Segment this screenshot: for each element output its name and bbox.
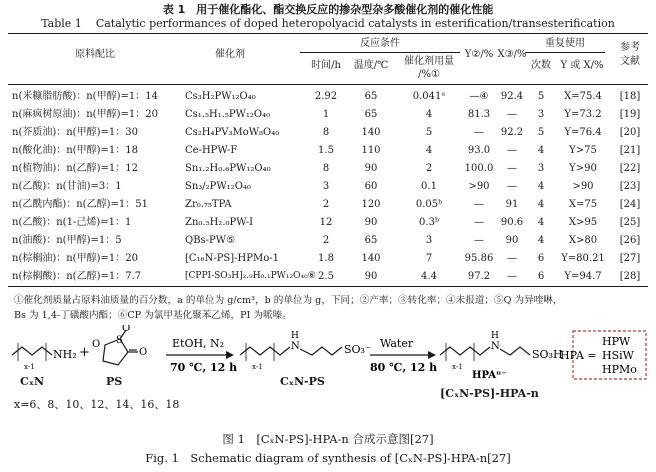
cell-x: — (507, 253, 517, 264)
cell-y: 81.3 (467, 109, 491, 120)
cell-time: 2 (322, 235, 330, 246)
table-row (0, 233, 656, 248)
cell-temp: 110 (361, 145, 381, 156)
table-caption-en: Catalytic performances of doped heteropolyacid catalysts in esterification/transesterification (95, 17, 615, 30)
cell-ratio: n(酸化油)：n(甲醇)=1：18 (12, 145, 138, 156)
cell-times: 4 (537, 217, 545, 228)
product-h: H (491, 331, 499, 341)
cell-time: 2.92 (314, 91, 338, 102)
cell-temp: 65 (364, 235, 378, 246)
step2-reagents: Water (380, 337, 414, 350)
table-row (0, 143, 656, 158)
cell-y: 95.86 (464, 253, 494, 264)
cell-x: — (507, 271, 517, 282)
table-row (0, 125, 656, 140)
label-cxn: CₓN (20, 375, 45, 388)
cell-dosage: 7 (425, 253, 433, 264)
x-values: x=6、8、10、12、14、16、18 (14, 398, 180, 411)
cell-dosage: 5 (425, 127, 433, 138)
cell-ref: [19] (619, 109, 641, 120)
header-bottom-rule (8, 84, 648, 85)
cell-y: —④ (469, 91, 489, 102)
cell-ratio: n(棕榈酸)：n(乙醇)=1：7.7 (12, 271, 142, 282)
cell-dosage: 4.4 (421, 271, 437, 282)
cell-yx: Y=73.2 (564, 109, 602, 120)
cell-ratio: n(油酸)：n(甲醇)=1：5 (12, 235, 122, 246)
table-row (0, 179, 656, 194)
header-ref-1: 参考 (620, 42, 640, 53)
sultone-o-ring: O (92, 339, 101, 350)
table-top-rule (8, 33, 648, 34)
conditions-underline (300, 52, 460, 53)
cell-y: 100.0 (464, 163, 494, 174)
cell-x: 90 (505, 235, 519, 246)
cell-yx: X>80 (568, 235, 598, 246)
cell-catalyst: [CPPI-SO₃H]₂.₉H₀.₁PW₁₂O₄₀⑥ (185, 271, 316, 281)
cell-dosage: 4 (425, 145, 433, 156)
header-catalyst: 催化剂 (215, 49, 245, 60)
cell-dosage: 3 (425, 235, 433, 246)
header-yield: Y②/% (464, 49, 494, 60)
footnote-line-2: Bs 为 1,4-丁磺酸内酯；⑥CP 为氯甲基化聚苯乙烯，PI 为哌嗪。 (14, 310, 292, 321)
label-ps: PS (106, 375, 123, 388)
cell-times: 4 (537, 181, 545, 192)
cell-x: 92.2 (500, 127, 524, 138)
cell-ref: [25] (619, 217, 641, 228)
cell-yx: X=75.4 (564, 91, 602, 102)
cell-times: 4 (537, 235, 545, 246)
cell-times: 3 (537, 163, 545, 174)
cell-yx: Y=80.21 (561, 253, 605, 264)
cell-ratio: n(乙酸)：n(1-己烯)=1：1 (12, 217, 132, 228)
cell-y: 97.2 (467, 271, 491, 282)
step2-conditions: 80 ℃, 12 h (370, 361, 438, 374)
sultone-o-right: O (139, 347, 148, 358)
cell-time: 8 (322, 127, 330, 138)
hpa-option-3: HPMo (602, 363, 637, 376)
label-product: [CₓN-PS]-HPA-n (440, 387, 539, 400)
cell-time: 3 (322, 181, 330, 192)
cell-dosage: 0.1 (421, 181, 437, 192)
cell-yx: X>95 (568, 217, 598, 228)
cell-ref: [20] (619, 127, 641, 138)
cell-ratio: n(乙酰内酯)：n(乙醇)=1：51 (12, 199, 148, 210)
step1-arrowhead (226, 351, 234, 359)
reuse-underline (525, 52, 605, 53)
product-hpa-anion: HPAⁿ⁻ (472, 370, 507, 381)
hpa-option-1: HPW (602, 335, 631, 348)
table-row (0, 89, 656, 104)
step1-conditions: 70 ℃, 12 h (170, 361, 238, 374)
cell-times: 3 (537, 109, 545, 120)
header-ratio: 原料配比 (75, 49, 115, 60)
product-so3h: SO₃H (532, 348, 563, 361)
step1-reagents: EtOH, N₂ (172, 337, 225, 350)
cell-y: >90 (468, 181, 490, 192)
cell-ref: [27] (619, 253, 641, 264)
plus-sign: + (79, 345, 90, 360)
table-title-en (0, 17, 656, 30)
header-conversion: X③/% (497, 49, 527, 60)
figure-caption-en: Fig. 1 Schematic diagram of synthesis of [CₓN-PS]-HPA-n[27] (145, 451, 511, 465)
table-row (0, 251, 656, 266)
header-time: 时间/h (311, 60, 341, 71)
cell-ratio: n(植物油)：n(乙醇)=1：12 (12, 163, 138, 174)
cell-y: — (474, 199, 484, 210)
header-y-or-x: Y 或 X/% (560, 60, 604, 71)
header-conditions: 反应条件 (360, 38, 400, 49)
cell-ref: [18] (619, 91, 641, 102)
zwitterion-h: H (291, 331, 299, 341)
figure-caption-cn: 图 1 [CₓN-PS]-HPA-n 合成示意图[27] (222, 432, 434, 446)
label-cxn-ps: CₓN-PS (280, 375, 325, 388)
cell-catalyst: [C₁₆N-PS]-HPMo-1 (185, 253, 280, 264)
cell-catalyst: Cs₃H₂PW₁₂O₄₀ (185, 91, 256, 102)
cell-x: 92.4 (500, 91, 524, 102)
cell-ratio: n(麻疯树原油)：n(甲醇)=1：20 (12, 109, 158, 120)
cell-ref: [23] (619, 181, 641, 192)
table-row (0, 161, 656, 176)
cell-time: 1.8 (318, 253, 334, 264)
cell-ratio: n(乙酸)：n(甘油)=3：1 (12, 181, 122, 192)
zwitterion-n: N (291, 341, 300, 352)
cell-dosage: 0.3ᵇ (419, 217, 439, 228)
cell-y: — (474, 127, 484, 138)
cell-catalyst: Sn₃/₂PW₁₂O₄₀ (185, 181, 251, 192)
cell-catalyst: Zr₀.₇₅TPA (185, 199, 232, 210)
cell-ref: [28] (619, 271, 641, 282)
zwitterion-repeat-sub: x-1 (252, 363, 263, 371)
cell-ratio: n(米糠脂肪酸)：n(甲醇)=1：14 (12, 91, 158, 102)
cell-catalyst: Ce-HPW-F (185, 145, 238, 156)
cell-yx: Y=94.7 (564, 271, 602, 282)
cell-ref: [21] (619, 145, 641, 156)
cell-catalyst: QBs-PW⑤ (185, 235, 236, 246)
cell-temp: 90 (364, 217, 378, 228)
table-title-cn: 表 1 用于催化酯化、酯交换反应的掺杂型杂多酸催化剂的催化性能 (162, 3, 494, 16)
amine-nh2: NH₂ (53, 348, 77, 361)
cell-time: 1.5 (318, 145, 334, 156)
cell-ratio: n(芥质油)：n(甲醇)=1：30 (12, 127, 138, 138)
cell-x: — (507, 145, 517, 156)
cell-temp: 65 (364, 91, 378, 102)
cell-ref: [22] (619, 163, 641, 174)
cell-time: 2.5 (318, 271, 334, 282)
table-row (0, 107, 656, 122)
cell-time: 8 (322, 163, 330, 174)
cell-catalyst: Sn₁.₂H₀.₆PW₁₂O₄₀ (185, 163, 271, 174)
cell-catalyst: Zn₀.₅H₂.₀PW-I (185, 217, 254, 228)
amine-structure (12, 343, 52, 361)
header-temp: 温度/℃ (353, 60, 389, 71)
cell-yx: X=75 (568, 199, 598, 210)
step2-arrowhead (428, 351, 436, 359)
cell-yx: Y>75 (569, 145, 597, 156)
header-dosage-1: 催化剂用量 (404, 56, 454, 67)
product-structure (440, 343, 530, 361)
cell-catalyst: Cs₁.₅H₁.₅PW₁₂O₄₀ (185, 109, 271, 120)
table-row (0, 197, 656, 212)
zwitterion-so3-minus: SO₃⁻ (344, 343, 371, 356)
cell-yx: Y>90 (569, 163, 597, 174)
cell-dosage: 2 (425, 163, 433, 174)
hpa-equals: HPA = (560, 349, 597, 362)
cell-temp: 65 (364, 109, 378, 120)
cell-yx: >90 (572, 181, 594, 192)
cell-times: 5 (537, 127, 545, 138)
cell-temp: 140 (361, 253, 381, 264)
amine-repeat-sub: x-1 (24, 363, 35, 371)
cell-y: 93.0 (467, 145, 491, 156)
hpa-option-2: HSiW (602, 349, 634, 362)
cell-temp: 140 (361, 127, 381, 138)
header-ref-2: 文献 (620, 56, 640, 67)
sultone-o-top: O (122, 325, 131, 334)
cell-times: 6 (537, 253, 545, 264)
cell-x: — (507, 109, 517, 120)
footnote-line-1: ①催化剂质量占原料油质量的百分数，a 的单位为 g/cm³，b 的单位为 g，下同；②产率；③转化率；④未报道；⑤Q 为异喹啉， (14, 295, 563, 306)
cell-time: 12 (319, 217, 333, 228)
cell-x: — (507, 163, 517, 174)
cell-x: 91 (505, 199, 519, 210)
table-row (0, 215, 656, 230)
sultone-s: S (116, 335, 123, 346)
cell-dosage: 4 (425, 109, 433, 120)
cell-times: 4 (537, 145, 545, 156)
cell-x: — (507, 181, 517, 192)
cell-temp: 120 (361, 199, 381, 210)
table-row (0, 269, 656, 284)
cell-x: 90.6 (500, 217, 524, 228)
cell-catalyst: Cs₂H₄PV₃MoW₈O₄₀ (185, 127, 280, 138)
cell-ref: [26] (619, 235, 641, 246)
cell-dosage: 0.05ᵇ (415, 199, 443, 210)
cell-yx: Y=76.4 (564, 127, 602, 138)
header-reuse: 重复使用 (545, 38, 585, 49)
cell-time: 2 (322, 199, 330, 210)
cell-temp: 90 (364, 163, 378, 174)
product-n: N (491, 341, 500, 352)
cell-dosage: 0.041ᵃ (412, 91, 446, 102)
cell-temp: 90 (364, 271, 378, 282)
cell-time: 1 (322, 109, 330, 120)
cell-ref: [24] (619, 199, 641, 210)
table-bottom-rule (8, 286, 648, 287)
cell-times: 5 (537, 91, 545, 102)
product-repeat-sub: x-1 (452, 363, 463, 371)
cell-times: 4 (537, 199, 545, 210)
cell-ratio: n(棕榈油)：n(甲醇)=1：20 (12, 253, 138, 264)
header-dosage-2: /%① (418, 69, 440, 80)
cell-y: — (474, 235, 484, 246)
header-times: 次数 (531, 60, 551, 71)
table-number: Table 1 (41, 17, 82, 30)
cell-times: 6 (537, 271, 545, 282)
cell-temp: 60 (364, 181, 378, 192)
cell-y: — (474, 217, 484, 228)
